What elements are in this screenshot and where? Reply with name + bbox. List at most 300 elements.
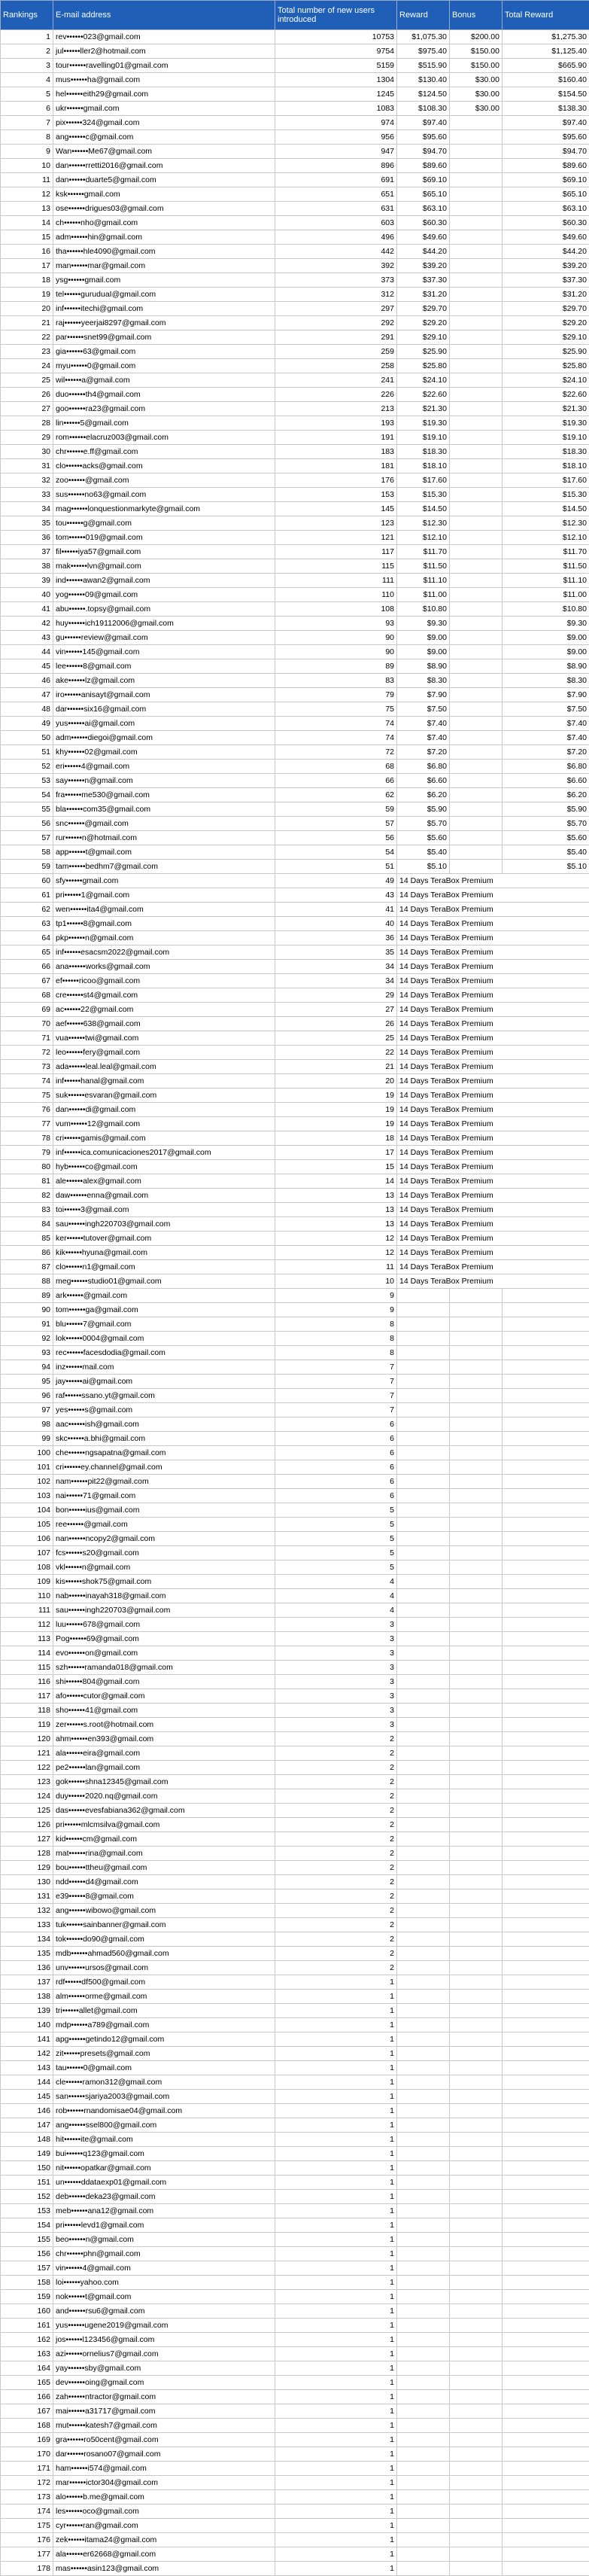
rank-cell: 17 xyxy=(1,259,53,273)
reward-cell: 14 Days TeraBox Premium xyxy=(397,1260,589,1274)
total-reward-cell xyxy=(502,1675,589,1689)
table-row xyxy=(1,1003,589,1017)
new-users-cell: 74 xyxy=(275,731,397,745)
new-users-cell: 54 xyxy=(275,845,397,860)
new-users-cell: 6 xyxy=(275,1446,397,1460)
email-cell: mar••••••ictor304@gmail.com xyxy=(53,2476,275,2490)
rank-cell: 47 xyxy=(1,688,53,702)
bonus-cell xyxy=(450,559,502,574)
reward-cell: $37.30 xyxy=(397,273,450,288)
table-row xyxy=(1,731,589,745)
table-row xyxy=(1,531,589,545)
bonus-cell: $30.00 xyxy=(450,87,502,102)
table-row xyxy=(1,316,589,330)
email-cell: Pog••••••69@gmail.com xyxy=(53,1632,275,1646)
table-row xyxy=(1,1031,589,1046)
reward-cell xyxy=(397,2404,450,2419)
reward-cell: $25.90 xyxy=(397,345,450,359)
email-cell: bou••••••ttheu@gmail.com xyxy=(53,1861,275,1875)
new-users-cell: 1 xyxy=(275,2304,397,2319)
reward-cell: 14 Days TeraBox Premium xyxy=(397,1232,589,1246)
table-row xyxy=(1,1417,589,1432)
table-row xyxy=(1,817,589,831)
rank-cell: 140 xyxy=(1,2018,53,2032)
reward-cell xyxy=(397,1475,450,1489)
bonus-cell xyxy=(450,1646,502,1661)
email-cell: wen••••••ita4@gmail.com xyxy=(53,903,275,917)
email-cell: gu••••••review@gmail.com xyxy=(53,631,275,645)
email-cell: das••••••evesfabiana362@gmail.com xyxy=(53,1804,275,1818)
table-row xyxy=(1,2118,589,2133)
email-cell: ale••••••alex@gmail.com xyxy=(53,1174,275,1189)
rank-cell: 86 xyxy=(1,1246,53,1260)
new-users-cell: 7 xyxy=(275,1375,397,1389)
table-row xyxy=(1,717,589,731)
email-cell: nai••••••71@gmail.com xyxy=(53,1489,275,1503)
table-row xyxy=(1,774,589,788)
rank-cell: 117 xyxy=(1,1689,53,1704)
bonus-cell xyxy=(450,1832,502,1847)
email-cell: dar••••••six16@gmail.com xyxy=(53,702,275,717)
new-users-cell: 8 xyxy=(275,1317,397,1332)
reward-cell xyxy=(397,1632,450,1646)
reward-cell: 14 Days TeraBox Premium xyxy=(397,903,589,917)
rank-cell: 143 xyxy=(1,2061,53,2075)
rank-cell: 166 xyxy=(1,2390,53,2404)
email-cell: sho••••••41@gmail.com xyxy=(53,1704,275,1718)
email-cell: ham••••••i574@gmail.com xyxy=(53,2462,275,2476)
new-users-cell: 2 xyxy=(275,1789,397,1804)
total-reward-cell: $154.50 xyxy=(502,87,589,102)
table-row xyxy=(1,1861,589,1875)
total-reward-cell: $44.20 xyxy=(502,245,589,259)
email-cell: vua••••••twi@gmail.com xyxy=(53,1031,275,1046)
bonus-cell xyxy=(450,2462,502,2476)
rank-cell: 170 xyxy=(1,2447,53,2462)
new-users-cell: 1 xyxy=(275,2247,397,2261)
bonus-cell xyxy=(450,316,502,330)
rank-cell: 146 xyxy=(1,2104,53,2118)
rank-cell: 15 xyxy=(1,230,53,245)
new-users-cell: 1 xyxy=(275,1975,397,1990)
table-row xyxy=(1,473,589,488)
total-reward-cell: $29.10 xyxy=(502,330,589,345)
table-row xyxy=(1,674,589,688)
bonus-cell xyxy=(450,688,502,702)
total-reward-cell xyxy=(502,2147,589,2161)
email-cell: yay••••••sby@gmail.com xyxy=(53,2361,275,2376)
email-cell: evo••••••on@gmail.com xyxy=(53,1646,275,1661)
table-row xyxy=(1,1475,589,1489)
email-cell: duy••••••2020.nq@gmail.com xyxy=(53,1789,275,1804)
new-users-cell: 292 xyxy=(275,316,397,330)
email-cell: adm••••••diegoi@gmail.com xyxy=(53,731,275,745)
rank-cell: 62 xyxy=(1,903,53,917)
new-users-cell: 35 xyxy=(275,945,397,960)
new-users-cell: 1 xyxy=(275,2233,397,2247)
table-row xyxy=(1,1761,589,1775)
rank-cell: 10 xyxy=(1,159,53,173)
total-reward-cell xyxy=(502,1603,589,1618)
table-row xyxy=(1,1603,589,1618)
rank-cell: 168 xyxy=(1,2419,53,2433)
total-reward-cell xyxy=(502,2061,589,2075)
bonus-cell xyxy=(450,2047,502,2061)
email-cell: inf••••••esacsm2022@gmail.com xyxy=(53,945,275,960)
reward-cell xyxy=(397,1432,450,1446)
reward-cell xyxy=(397,1861,450,1875)
table-row xyxy=(1,1804,589,1818)
email-cell: mai••••••a31717@gmail.com xyxy=(53,2404,275,2419)
email-cell: vkl••••••n@gmail.com xyxy=(53,1561,275,1575)
bonus-cell: $150.00 xyxy=(450,59,502,73)
bonus-cell xyxy=(450,488,502,502)
new-users-cell: 36 xyxy=(275,931,397,945)
email-cell: inf••••••ica.comunicaciones2017@gmail.com xyxy=(53,1146,275,1160)
table-row xyxy=(1,1661,589,1675)
table-row xyxy=(1,2104,589,2118)
bonus-cell xyxy=(450,2347,502,2361)
reward-cell xyxy=(397,1646,450,1661)
email-cell: jay••••••ai@gmail.com xyxy=(53,1375,275,1389)
total-reward-cell xyxy=(502,2204,589,2218)
email-cell: mut••••••katesh7@gmail.com xyxy=(53,2419,275,2433)
new-users-cell: 312 xyxy=(275,288,397,302)
reward-cell xyxy=(397,2075,450,2090)
bonus-cell xyxy=(450,717,502,731)
total-reward-cell xyxy=(502,2090,589,2104)
reward-cell xyxy=(397,1818,450,1832)
email-cell: ch••••••nho@gmail.com xyxy=(53,216,275,230)
email-cell: pkp••••••n@gmail.com xyxy=(53,931,275,945)
reward-cell xyxy=(397,2361,450,2376)
table-row xyxy=(1,388,589,402)
total-reward-cell xyxy=(502,1904,589,1918)
reward-cell xyxy=(397,1518,450,1532)
reward-cell: $69.10 xyxy=(397,173,450,187)
rank-cell: 76 xyxy=(1,1103,53,1117)
table-row xyxy=(1,216,589,230)
new-users-cell: 2 xyxy=(275,1818,397,1832)
reward-cell: 14 Days TeraBox Premium xyxy=(397,917,589,931)
table-row xyxy=(1,2276,589,2290)
rank-cell: 3 xyxy=(1,59,53,73)
rank-cell: 94 xyxy=(1,1360,53,1375)
bonus-cell xyxy=(450,2147,502,2161)
table-row xyxy=(1,1317,589,1332)
rank-cell: 34 xyxy=(1,502,53,516)
reward-cell: $94.70 xyxy=(397,145,450,159)
total-reward-cell: $65.10 xyxy=(502,187,589,202)
reward-cell: $108.30 xyxy=(397,102,450,116)
rank-cell: 43 xyxy=(1,631,53,645)
rank-cell: 174 xyxy=(1,2504,53,2519)
email-cell: bui••••••q123@gmail.com xyxy=(53,2147,275,2161)
total-reward-cell xyxy=(502,1632,589,1646)
table-row xyxy=(1,1632,589,1646)
table-row xyxy=(1,874,589,888)
reward-cell: $7.40 xyxy=(397,717,450,731)
bonus-cell xyxy=(450,1546,502,1561)
table-row xyxy=(1,116,589,130)
table-row xyxy=(1,1046,589,1060)
reward-cell: $89.60 xyxy=(397,159,450,173)
bonus-cell xyxy=(450,2290,502,2304)
email-cell: mus••••••ha@gmail.com xyxy=(53,73,275,87)
total-reward-cell xyxy=(502,1561,589,1575)
rank-cell: 103 xyxy=(1,1489,53,1503)
new-users-cell: 6 xyxy=(275,1460,397,1475)
reward-cell: 14 Days TeraBox Premium xyxy=(397,1103,589,1117)
rank-cell: 120 xyxy=(1,1732,53,1746)
table-row xyxy=(1,2519,589,2533)
bonus-cell xyxy=(450,1861,502,1875)
bonus-cell xyxy=(450,631,502,645)
email-cell: beo••••••n@gmail.com xyxy=(53,2233,275,2247)
new-users-cell: 896 xyxy=(275,159,397,173)
reward-cell xyxy=(397,1303,450,1317)
rank-cell: 169 xyxy=(1,2433,53,2447)
total-reward-cell xyxy=(502,1575,589,1589)
bonus-cell xyxy=(450,130,502,145)
bonus-cell xyxy=(450,674,502,688)
email-cell: fcs••••••s20@gmail.com xyxy=(53,1546,275,1561)
reward-cell: 14 Days TeraBox Premium xyxy=(397,1189,589,1203)
email-cell: blu••••••7@gmail.com xyxy=(53,1317,275,1332)
bonus-cell xyxy=(450,1789,502,1804)
bonus-cell xyxy=(450,1932,502,1947)
bonus-cell xyxy=(450,2433,502,2447)
total-reward-cell xyxy=(502,2047,589,2061)
email-cell: app••••••t@gmail.com xyxy=(53,845,275,860)
bonus-cell xyxy=(450,2161,502,2176)
new-users-cell: 57 xyxy=(275,817,397,831)
reward-cell xyxy=(397,2204,450,2218)
new-users-cell: 1 xyxy=(275,2462,397,2476)
rank-cell: 51 xyxy=(1,745,53,760)
rank-cell: 139 xyxy=(1,2004,53,2018)
rank-cell: 32 xyxy=(1,473,53,488)
total-reward-cell: $19.10 xyxy=(502,431,589,445)
bonus-cell xyxy=(450,1632,502,1646)
rank-cell: 92 xyxy=(1,1332,53,1346)
reward-cell: $15.30 xyxy=(397,488,450,502)
rank-cell: 45 xyxy=(1,659,53,674)
rank-cell: 152 xyxy=(1,2190,53,2204)
rank-cell: 175 xyxy=(1,2519,53,2533)
total-reward-cell: $94.70 xyxy=(502,145,589,159)
total-reward-cell xyxy=(502,2562,589,2576)
email-cell: cre••••••st4@gmail.com xyxy=(53,988,275,1003)
rank-cell: 85 xyxy=(1,1232,53,1246)
bonus-cell xyxy=(450,416,502,431)
rank-cell: 173 xyxy=(1,2490,53,2504)
reward-cell: $31.20 xyxy=(397,288,450,302)
bonus-cell xyxy=(450,2562,502,2576)
bonus-cell xyxy=(450,817,502,831)
new-users-cell: 1 xyxy=(275,2147,397,2161)
rank-cell: 80 xyxy=(1,1160,53,1174)
total-reward-cell: $7.20 xyxy=(502,745,589,760)
table-row xyxy=(1,2218,589,2233)
email-cell: myu••••••0@gmail.com xyxy=(53,359,275,373)
reward-cell xyxy=(397,1575,450,1589)
new-users-cell: 1 xyxy=(275,2376,397,2390)
new-users-cell: 43 xyxy=(275,888,397,903)
email-cell: ang••••••wibowo@gmail.com xyxy=(53,1904,275,1918)
reward-cell: $14.50 xyxy=(397,502,450,516)
new-users-cell: 111 xyxy=(275,574,397,588)
reward-cell: $515.90 xyxy=(397,59,450,73)
email-cell: ala••••••eira@gmail.com xyxy=(53,1746,275,1761)
total-reward-cell: $138.30 xyxy=(502,102,589,116)
rank-cell: 98 xyxy=(1,1417,53,1432)
new-users-cell: 2 xyxy=(275,1746,397,1761)
email-cell: clo••••••n1@gmail.com xyxy=(53,1260,275,1274)
new-users-cell: 22 xyxy=(275,1046,397,1060)
reward-cell xyxy=(397,2304,450,2319)
bonus-cell xyxy=(450,2218,502,2233)
total-reward-cell xyxy=(502,1732,589,1746)
rank-cell: 96 xyxy=(1,1389,53,1403)
email-cell: dan••••••di@gmail.com xyxy=(53,1103,275,1117)
bonus-cell xyxy=(450,2361,502,2376)
new-users-cell: 2 xyxy=(275,1861,397,1875)
email-cell: lee••••••8@gmail.com xyxy=(53,659,275,674)
table-row xyxy=(1,2233,589,2247)
rank-cell: 21 xyxy=(1,316,53,330)
table-row xyxy=(1,2504,589,2519)
new-users-cell: 2 xyxy=(275,1804,397,1818)
total-reward-cell xyxy=(502,2104,589,2118)
new-users-cell: 34 xyxy=(275,960,397,974)
reward-cell xyxy=(397,2347,450,2361)
bonus-cell xyxy=(450,516,502,531)
bonus-cell xyxy=(450,2390,502,2404)
rank-cell: 48 xyxy=(1,702,53,717)
bonus-cell xyxy=(450,617,502,631)
new-users-cell: 1 xyxy=(275,2319,397,2333)
bonus-cell xyxy=(450,1704,502,1718)
rank-cell: 39 xyxy=(1,574,53,588)
reward-cell: $11.10 xyxy=(397,574,450,588)
total-reward-cell xyxy=(502,2032,589,2047)
bonus-cell xyxy=(450,230,502,245)
rank-cell: 127 xyxy=(1,1832,53,1847)
rank-cell: 20 xyxy=(1,302,53,316)
table-row xyxy=(1,2462,589,2476)
email-cell: ana••••••works@gmail.com xyxy=(53,960,275,974)
new-users-cell: 176 xyxy=(275,473,397,488)
reward-cell: $11.00 xyxy=(397,588,450,602)
total-reward-cell: $5.60 xyxy=(502,831,589,845)
bonus-cell xyxy=(450,1332,502,1346)
rank-cell: 157 xyxy=(1,2261,53,2276)
total-reward-cell xyxy=(502,1947,589,1961)
rank-cell: 171 xyxy=(1,2462,53,2476)
email-cell: Wan••••••Me67@gmail.com xyxy=(53,145,275,159)
reward-cell: 14 Days TeraBox Premium xyxy=(397,1046,589,1060)
bonus-cell xyxy=(450,1575,502,1589)
reward-cell xyxy=(397,1389,450,1403)
email-cell: pix••••••324@gmail.com xyxy=(53,116,275,130)
email-cell: tha••••••hle4090@gmail.com xyxy=(53,245,275,259)
email-cell: lin••••••5@gmail.com xyxy=(53,416,275,431)
reward-cell: $12.10 xyxy=(397,531,450,545)
table-row xyxy=(1,2333,589,2347)
total-reward-cell: $7.50 xyxy=(502,702,589,717)
total-reward-cell xyxy=(502,2390,589,2404)
new-users-cell: 5 xyxy=(275,1546,397,1561)
bonus-cell xyxy=(450,187,502,202)
email-cell: tam••••••bedhm7@gmail.com xyxy=(53,860,275,874)
reward-cell xyxy=(397,1832,450,1847)
rank-cell: 30 xyxy=(1,445,53,459)
email-cell: pri••••••mlcmsilva@gmail.com xyxy=(53,1818,275,1832)
rank-cell: 82 xyxy=(1,1189,53,1203)
email-cell: say••••••n@gmail.com xyxy=(53,774,275,788)
table-row xyxy=(1,73,589,87)
reward-cell: 14 Days TeraBox Premium xyxy=(397,1074,589,1089)
total-reward-cell xyxy=(502,2276,589,2290)
new-users-cell: 62 xyxy=(275,788,397,802)
rank-cell: 72 xyxy=(1,1046,53,1060)
rank-cell: 91 xyxy=(1,1317,53,1332)
email-cell: kid••••••cm@gmail.com xyxy=(53,1832,275,1847)
reward-cell: 14 Days TeraBox Premium xyxy=(397,960,589,974)
new-users-cell: 21 xyxy=(275,1060,397,1074)
total-reward-cell xyxy=(502,1618,589,1632)
new-users-cell: 26 xyxy=(275,1017,397,1031)
new-users-cell: 90 xyxy=(275,631,397,645)
rank-cell: 31 xyxy=(1,459,53,473)
table-row xyxy=(1,1975,589,1990)
table-row xyxy=(1,631,589,645)
new-users-cell: 17 xyxy=(275,1146,397,1160)
total-reward-cell xyxy=(502,2447,589,2462)
total-reward-cell: $37.30 xyxy=(502,273,589,288)
reward-cell xyxy=(397,2547,450,2562)
bonus-cell xyxy=(450,2176,502,2190)
new-users-cell: 2 xyxy=(275,1847,397,1861)
email-cell: dan••••••duarte5@gmail.com xyxy=(53,173,275,187)
total-reward-cell xyxy=(502,1432,589,1446)
new-users-cell: 7 xyxy=(275,1403,397,1417)
email-cell: pri••••••levd1@gmail.com xyxy=(53,2218,275,2233)
email-cell: rom••••••elacruz003@gmail.com xyxy=(53,431,275,445)
table-row xyxy=(1,2204,589,2218)
reward-cell: $8.90 xyxy=(397,659,450,674)
rank-cell: 124 xyxy=(1,1789,53,1804)
rank-cell: 129 xyxy=(1,1861,53,1875)
new-users-cell: 29 xyxy=(275,988,397,1003)
rank-cell: 163 xyxy=(1,2347,53,2361)
rank-cell: 116 xyxy=(1,1675,53,1689)
new-users-cell: 1304 xyxy=(275,73,397,87)
new-users-cell: 5159 xyxy=(275,59,397,73)
rank-cell: 125 xyxy=(1,1804,53,1818)
rank-cell: 57 xyxy=(1,831,53,845)
email-cell: tri••••••allet@gmail.com xyxy=(53,2004,275,2018)
table-row xyxy=(1,44,589,59)
table-row xyxy=(1,516,589,531)
table-row xyxy=(1,488,589,502)
total-reward-cell: $8.90 xyxy=(502,659,589,674)
rank-cell: 149 xyxy=(1,2147,53,2161)
rank-cell: 46 xyxy=(1,674,53,688)
bonus-cell xyxy=(450,1403,502,1417)
reward-cell xyxy=(397,1847,450,1861)
